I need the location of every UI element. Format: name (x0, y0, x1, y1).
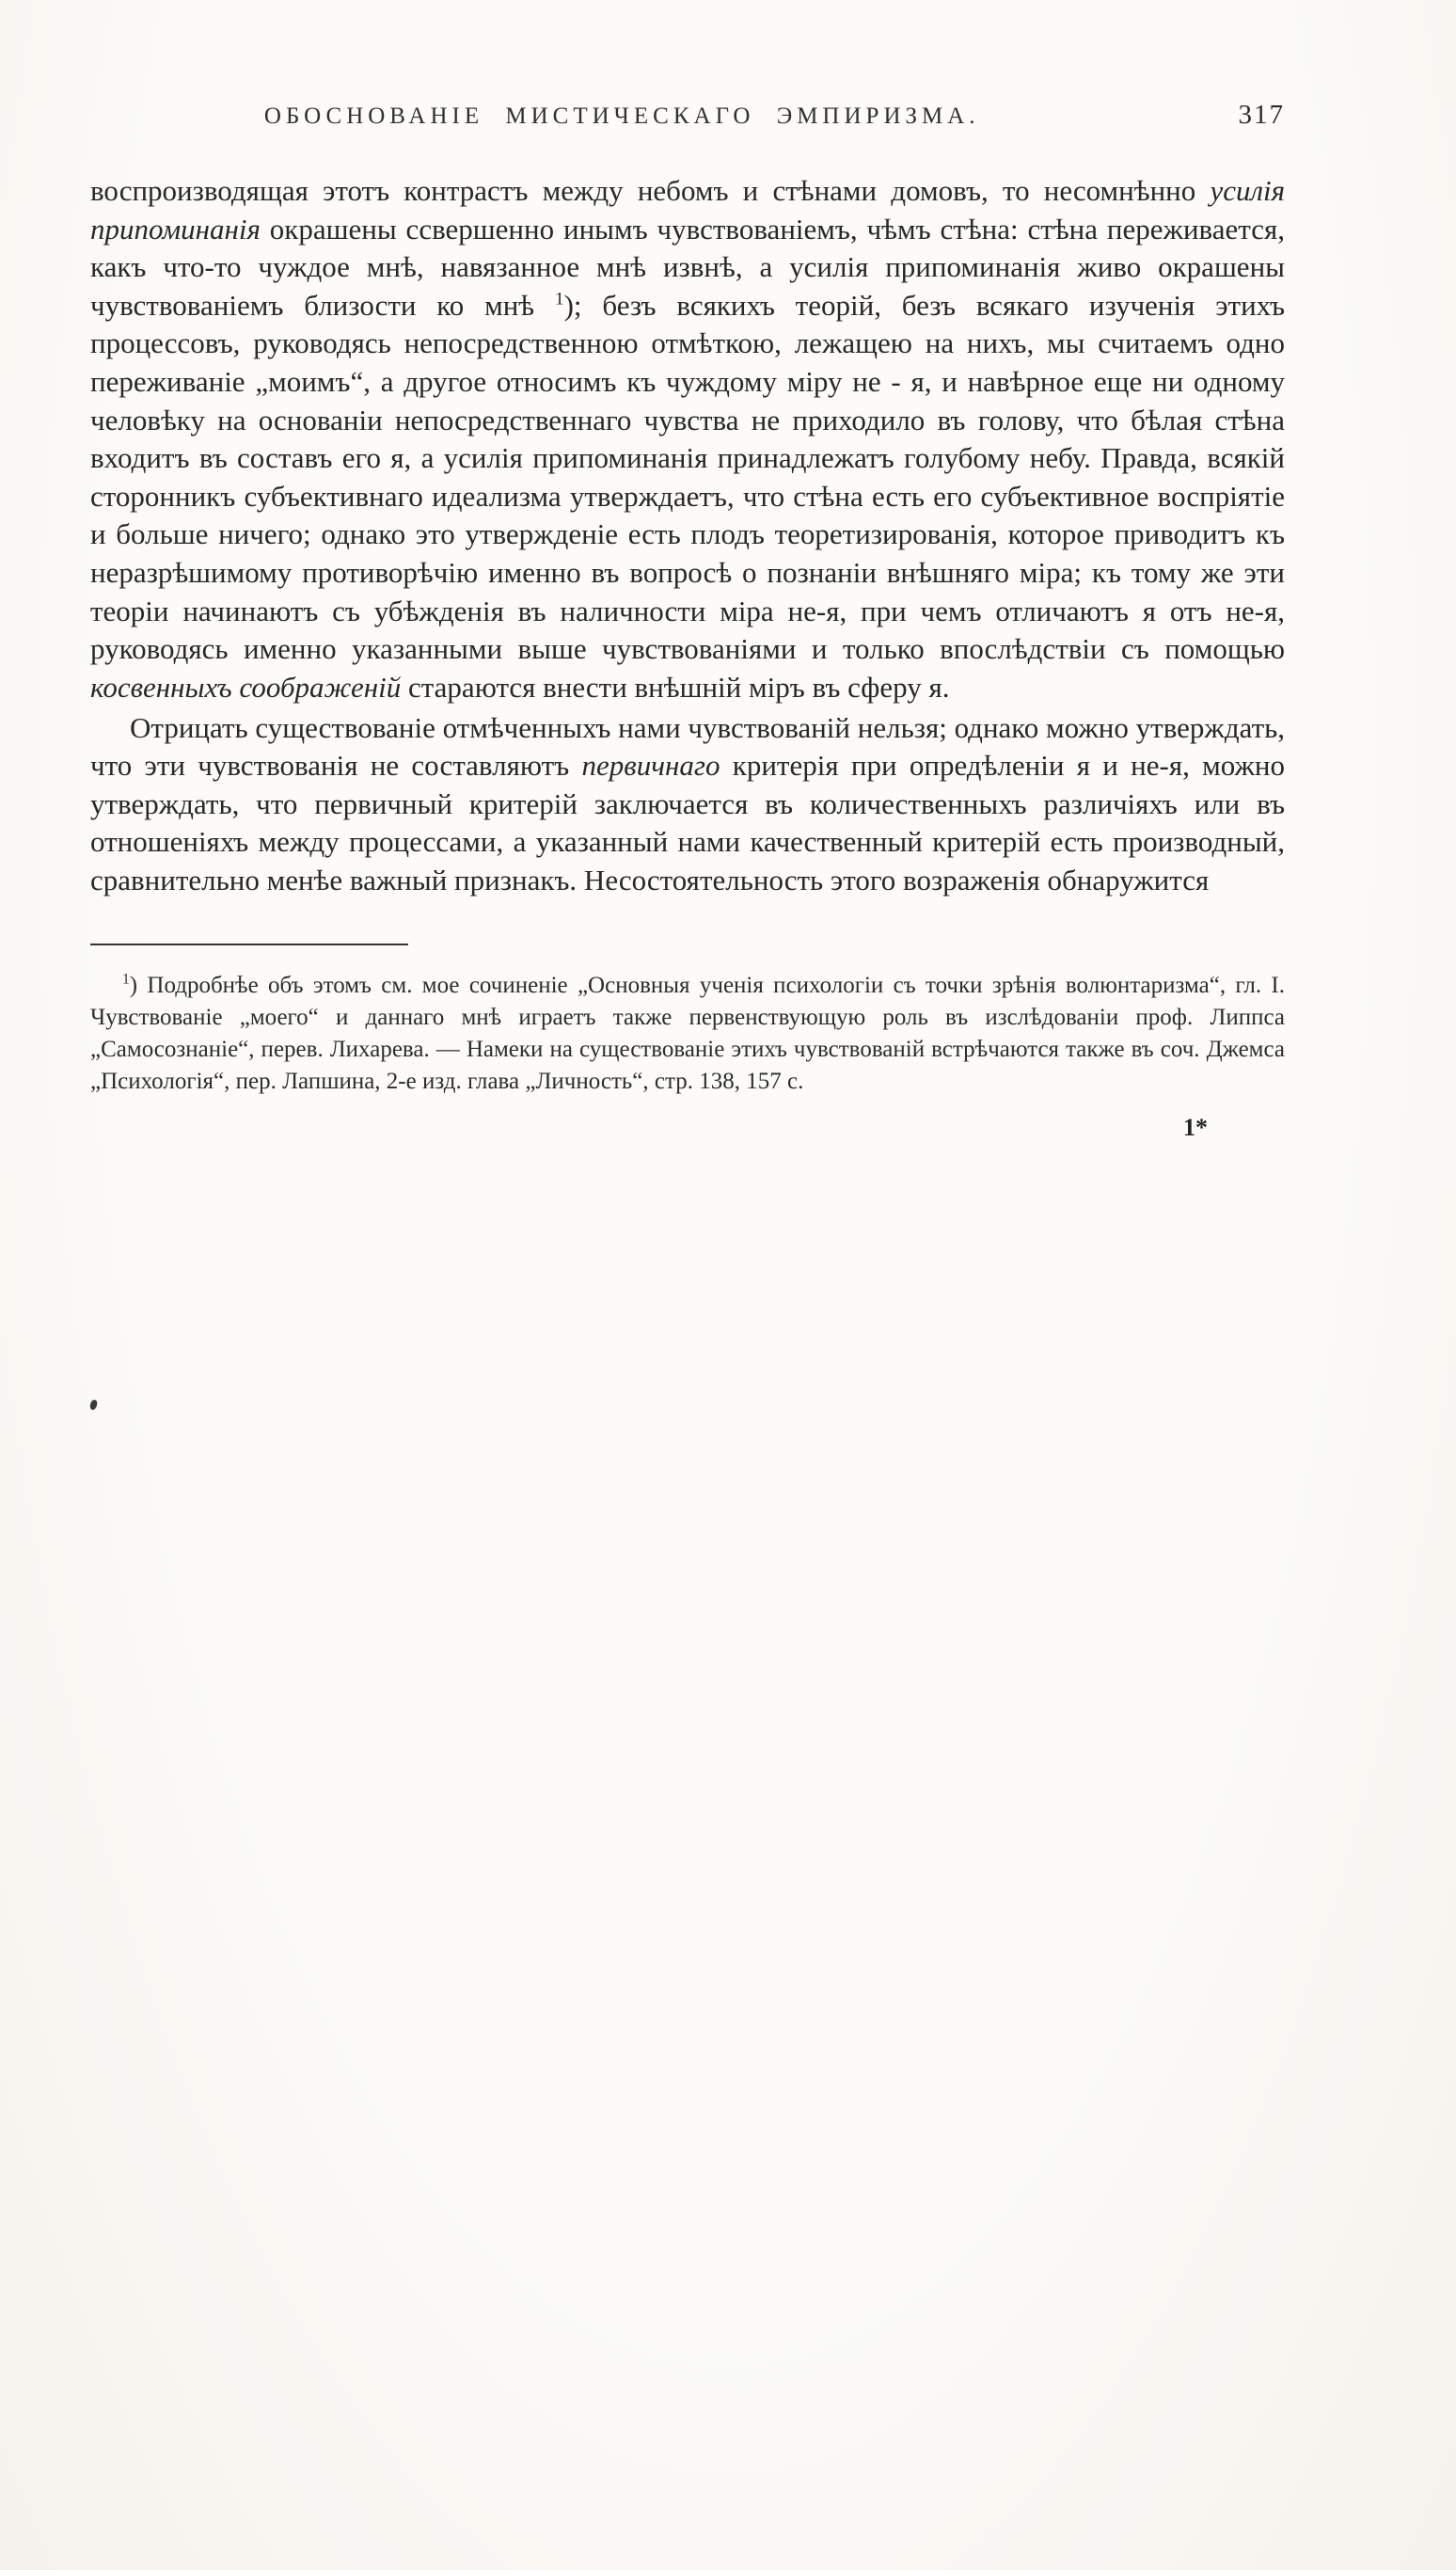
text-run: воспроизводящая этотъ контрастъ между небомъ и стѣнами домовъ, то несомнѣнно (90, 174, 1211, 207)
paragraph-2 (90, 709, 1285, 900)
body-text-block (90, 172, 1285, 900)
text-run: Отрицать существованіе отмѣченныхъ нами чувствованій нельзя; однако можно утверждать, что эти чувствованія не составляютъ (90, 710, 1285, 783)
footnote-rule (90, 944, 408, 945)
footnote-marker-paren: ) (129, 972, 148, 998)
text-run: критерія при опредѣленіи я и не-я, можно утверждать, что первичный критерій заключается въ количественныхъ различіяхъ или въ отношеніяхъ между процессами, а указанный нами качественный критерій есть производный, сравнительно менѣе важный признакъ. Несостоятельность этого возраженія обнаружится (90, 749, 1285, 896)
text-run: стараются внести внѣшній міръ въ сферу я. (401, 670, 950, 704)
running-head (90, 100, 1285, 131)
footnote-text (90, 970, 1285, 1099)
text-run: Подробнѣе объ этомъ см. мое сочиненіе „Основныя ученія психологіи съ точки зрѣнія волюнтаризма“, гл. I. Чувствованіе „моего“ и даннаго мнѣ играетъ также первенствующую роль въ изслѣдованіи проф. Липпса „Самосознаніе“, перев. Лихарева. — Намеки на существованіе этихъ чувствованій встрѣчаются также въ соч. Джемса „Психологія“, пер. Лапшина, 2-е изд. глава „Личность“, стр. 138, 157 с. (90, 972, 1286, 1095)
footnote-marker: 1 (122, 971, 130, 988)
text-run: окрашены ссвершенно инымъ чувствованіемъ, чѣмъ стѣна: стѣна переживается, какъ что-то чуждое мнѣ, навязанное мнѣ извнѣ, а усилія припоминанія живо окрашены чувствованіемъ близости ко мнѣ (90, 212, 1285, 322)
paragraph-1 (90, 172, 1285, 707)
page-number: 317 (1238, 100, 1285, 130)
italic-phrase: усилія припоминанія (90, 174, 1285, 246)
signature-mark: 1* (1183, 1113, 1208, 1141)
page-content (0, 0, 1456, 1142)
text-run: ); безъ всякихъ теорій, безъ всякаго изученія этихъ процессовъ, руководясь непосредственною отмѣткою, лежащею на нихъ, мы считаемъ одно переживаніе „моимъ“, а другое относимъ къ чуждому міру не - я, и навѣрное еще ни одному человѣку на основаніи непосредственнаго чувства не приходило въ голову, что бѣлая стѣна входитъ въ составъ его я, а усилія припоминанія принадлежатъ голубому небу. Правда, всякій сторонникъ субъективнаго идеализма утверждаетъ, что стѣна есть его субъективное воспріятіе и больше ничего; однако это утвержденіе есть плодъ теоретизированія, которое приводитъ къ неразрѣшимому противорѣчію именно въ вопросѣ о познаніи внѣшняго міра; къ тому же эти теоріи начинаютъ съ убѣжденія въ наличности міра не-я, при чемъ отличаютъ я отъ не-я, руководясь именно указанными выше чувствованіями и только впослѣдствіи съ помощью (90, 288, 1286, 666)
running-title: ОБОСНОВАНІЕ МИСТИЧЕСКАГО ЭМПИРИЗМА. (263, 103, 980, 129)
footnote-reference: 1 (554, 289, 564, 309)
italic-phrase: косвенныхъ соображеній (90, 670, 402, 704)
italic-phrase: первичнаго (581, 749, 720, 783)
footnote-block (90, 970, 1285, 1142)
ink-speck (89, 1399, 98, 1410)
